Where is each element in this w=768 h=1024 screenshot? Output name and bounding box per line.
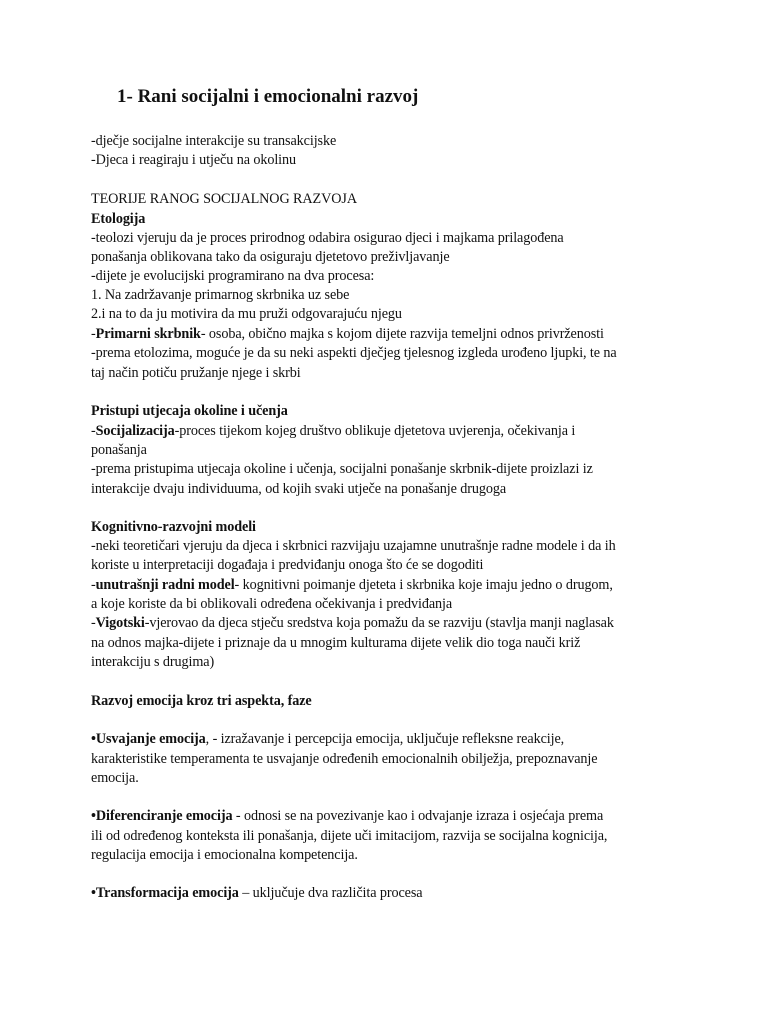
paragraph-line: -teolozi vjeruju da je proces prirodnog odabira osigurao djeci i majkama prilagođena [91,230,564,246]
paragraph-line: 1. Na zadržavanje primarnog skrbnika uz sebe [91,287,350,303]
bullet-text: , - izražavanje i percepcija emocija, uključuje refleksne reakcije, [205,731,565,747]
term-transformacija-emocija: •Transformacija emocija [91,885,239,901]
definition-line [91,614,614,633]
subheading-kognitivno: Kognitivno-razvojni modeli [91,519,256,535]
paragraph-line: interakcije dvaju individuuma, od kojih svaki utječe na ponašanje drugoga [91,481,507,497]
dash: - [91,423,96,439]
dash: - [91,577,96,593]
paragraph-line: -dijete je evolucijski programirano na dva procesa: [91,268,375,284]
subheading-etologija: Etologija [91,211,146,227]
definition-text: - osoba, obično majka s kojom dijete razvija temeljni odnos privrženosti [200,326,604,342]
dash: - [91,615,96,631]
paragraph-line: na odnos majka-dijete i priznaje da u mnogim kulturama dijete velik dio toga nauči križ [91,635,581,651]
dash: - [91,326,96,342]
definition-text: -vjerovao da djeca stječu sredstva koja pomažu da se razviju (stavlja manji naglasak [144,615,614,631]
definition-line [91,422,575,441]
paragraph-line: taj način potiču pružanje njege i skrbi [91,365,301,381]
paragraph-line: -prema pristupima utjecaja okoline i učenja, socijalni ponašanje skrbnik-dijete proizlazi iz [91,461,593,477]
page-title: 1- Rani socijalni i emocionalni razvoj [117,86,419,107]
definition-line [91,325,604,344]
subheading-razvoj-emocija: Razvoj emocija kroz tri aspekta, faze [91,693,312,709]
paragraph-line: koriste u interpretaciji događaja i predviđanju onoga što će se dogoditi [91,557,484,573]
bullet-line [91,884,423,903]
section-heading: TEORIJE RANOG SOCIJALNOG RAZVOJA [91,191,357,207]
definition-line [91,576,613,595]
definition-text: -proces tijekom kojeg društvo oblikuje djetetova uvjerenja, očekivanja i [174,423,576,439]
term-diferenciranje-emocija: •Diferenciranje emocija [91,808,233,824]
paragraph-line: ponašanja [91,442,147,458]
bullet-line [91,807,603,826]
paragraph-line: a koje koriste da bi oblikovali određena očekivanja i predviđanja [91,596,453,612]
intro-line: -Djeca i reagiraju i utječu na okolinu [91,152,296,168]
bullet-text: - odnosi se na povezivanje kao i odvajanje izraza i osjećaja prema [232,808,604,824]
term-vigotski: Vigotski [95,615,145,631]
paragraph-line: -neki teoretičari vjeruju da djeca i skrbnici razvijaju uzajamne unutrašnje radne modele i da ih [91,538,616,554]
paragraph-line: emocija. [91,770,139,786]
bullet-line [91,730,564,749]
paragraph-line: interakciju s drugima) [91,654,215,670]
term-unutrasnji-radni-model: unutrašnji radni model [95,577,235,593]
paragraph-line: regulacija emocija i emocionalna kompetencija. [91,847,358,863]
paragraph-line: ili od određenog konteksta ili ponašanja, dijete uči imitacijom, razvija se socijalna kognicija, [91,828,608,844]
paragraph-line: ponašanja oblikovana tako da osiguraju djetetovo preživljavanje [91,249,450,265]
definition-text: - kognitivni poimanje djeteta i skrbnika koje imaju jedno o drugom, [234,577,613,593]
subheading-pristupi: Pristupi utjecaja okoline i učenja [91,403,288,419]
bullet-text: – uključuje dva različita procesa [238,885,423,901]
term-usvajanje-emocija: •Usvajanje emocija [91,731,206,747]
paragraph-line: karakteristike temperamenta te usvajanje određenih emocionalnih obilježja, prepoznavanje [91,751,598,767]
intro-line: -dječje socijalne interakcije su transakcijske [91,133,337,149]
paragraph-line: -prema etolozima, moguće je da su neki aspekti dječjeg tjelesnog izgleda urođeno ljupki, te na [91,345,617,361]
term-socijalizacija: Socijalizacija [95,423,175,439]
term-primarni-skrbnik: Primarni skrbnik [95,326,201,342]
paragraph-line: 2.i na to da ju motivira da mu pruži odgovarajuću njegu [91,306,402,322]
